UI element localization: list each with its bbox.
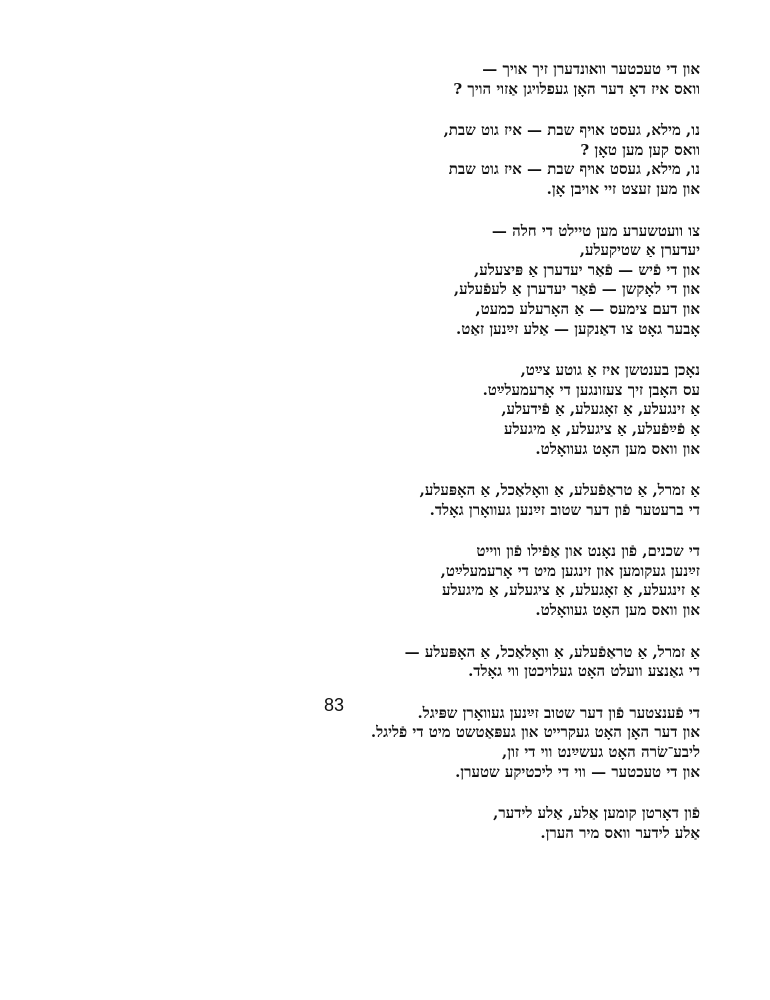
poem-line: עס האָבן זיך צעזונגען די אָרעמעלײַט. xyxy=(482,380,700,399)
stanza-5 xyxy=(280,481,700,520)
poem-line: אַ זינגעלע, אַ זאָגעלע, אַ ציגעלע, אַ מיגעלע xyxy=(442,581,700,600)
stanza-7 xyxy=(280,643,700,682)
poem-line: אַ זמרל, אַ טראַפֿעלע, אַ וואָלאַכל, אַ האָפּעלע — xyxy=(404,642,700,661)
poem-line: נו, מילא, געסט אויף שבת — איז גוט שבת xyxy=(448,160,700,179)
poem-line: אַלע לידער וואס מיר הערן. xyxy=(540,823,700,842)
stanza-1 xyxy=(280,60,700,99)
page-number: 83 xyxy=(324,695,345,715)
stanza-4 xyxy=(280,361,700,459)
poem-line: די פֿענצטער פֿון דער שטוב זײַנען געוואָרן שפּיגל. xyxy=(417,703,700,722)
stanza-2 xyxy=(280,121,700,199)
poem-line: אַ זמרל, אַ טראַפֿעלע, אַ וואָלאַכל, אַ האָפּעלע, xyxy=(419,481,700,500)
poem-line: פֿון דאָרטן קומען אַלע, אַלע לידער, xyxy=(493,804,700,823)
poem-line: ליבע־שׂרה האָט געשײַנט ווי די זון, xyxy=(502,743,700,762)
poem-line: יעדערן אַ שטיקעלע, xyxy=(579,241,700,260)
poem-line: וואס איז דאָ דער האָן געפלויגן אַזוי הויך ? xyxy=(453,79,700,98)
stanza-6 xyxy=(280,542,700,620)
stanza-3 xyxy=(280,222,700,340)
stanza-9 xyxy=(280,804,700,843)
poem-line: אָבער גאָט צו דאַנקען — אַלע זײַנען זאַט. xyxy=(456,319,700,338)
poem-line: זײַנען געקומען און זינגען מיט די אָרעמעלײַט, xyxy=(440,561,700,580)
poem-body xyxy=(280,60,700,865)
poem-line: די ברעטער פֿון דער שטוב זײַנען געוואָרן גאָלד. xyxy=(429,500,700,519)
poem-line: נאָכן בענטשן איז אַ גוטע צײַט, xyxy=(520,361,700,380)
poem-line: צו וועטשערע מען טיילט די חלה — xyxy=(491,221,700,240)
poem-line: און די טעכטער וואונדערן זיך אויך — xyxy=(482,60,700,78)
poem-line: אַ זינגעלע, אַ זאָגעלע, אַ פֿידעלע, xyxy=(501,400,700,419)
poem-line: און וואס מען האָט געוואָלט. xyxy=(535,601,700,620)
poem-line: און די טעכטער — ווי די ליכטיקע שטערן. xyxy=(455,762,700,781)
poem-line: די גאַנצע וועלט האָט געלויכטן ווי גאָלד. xyxy=(468,662,700,681)
poem-line: און מען זעצט זיי אויבן אָן. xyxy=(546,179,700,198)
poem-line: אַ פֿײַפֿעלע, אַ ציגעלע, אַ מיגעלע xyxy=(504,419,700,438)
poem-line: און דעם צימעס — אַ האָרעלע כמעט, xyxy=(475,299,700,318)
poem-line: און וואס מען האָט געוואָלט. xyxy=(535,439,700,458)
poem-line: און די לאָקשן — פֿאַר יעדערן אַ לעפֿעלע, xyxy=(453,280,700,299)
poem-line: די שכנים, פֿון נאָנט און אַפֿילו פֿון ווייט xyxy=(476,542,700,561)
poem-line: און דער האָן האָט געקרייט און געפּאַטשט מיט די פֿליגל. xyxy=(370,723,700,742)
poem-line: און די פֿיש — פֿאַר יעדערן אַ פּיצעלע, xyxy=(474,260,700,279)
poem-line: וואס קען מען טאָן ? xyxy=(580,140,700,159)
poem-line: נו, מילא, געסט אויף שבת — איז גוט שבת, xyxy=(443,121,700,140)
